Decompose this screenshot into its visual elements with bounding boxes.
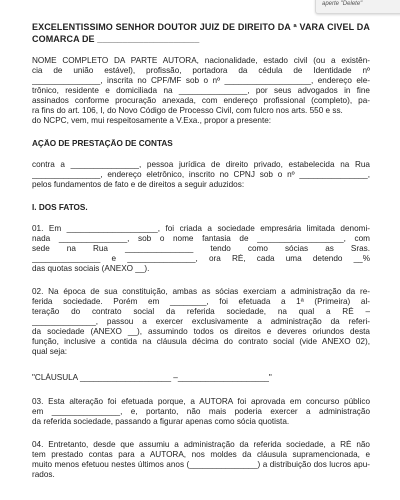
document-line: da sociedade (ANEXO __), assumindo todos os direitos e deveres oriundos desta bbox=[32, 327, 370, 336]
document-line: ferida sociedade. Porém em ________, foi efetuada a 1ª (Primeira) al- bbox=[32, 297, 370, 306]
document-line: AÇÃO DE PRESTAÇÃO DE CONTAS bbox=[32, 139, 173, 148]
document-line: das quotas sociais (ANEXO __). bbox=[32, 264, 150, 273]
document-line: pelos fundamentos de fato e de direitos a seguir aduzidos: bbox=[32, 180, 245, 189]
document-line: tem prestado contas para a AUTORA, nos moldes da cláusula supramencionada, e bbox=[32, 450, 370, 459]
document-line: EXCELENTÍSSIMO SENHOR DOUTOR JUIZ DE DIREITO DA ª VARA CÍVEL DA bbox=[32, 23, 370, 32]
document-line: 03. Esta alteração foi efetuada porque, a AUTORA foi aprovada em concurso público bbox=[32, 397, 370, 406]
document-line: _______________, inscrita no CPF/MF sob o nº ___________________, endereço ele- bbox=[32, 76, 370, 85]
document-line: da referida sociedade, passando a figurar apenas como sócia quotista. bbox=[32, 417, 290, 426]
document-line: sede na Rua _______________ tendo como sócias as Sras. bbox=[32, 244, 370, 253]
document-line: do NCPC, vem, mui respeitosamente a V.Exa., propor a presente: bbox=[32, 116, 272, 125]
document-line: ra fins do art. 106, I, do Novo Código de Processo Civil, com fulcro nos arts. 550 e ss. bbox=[32, 106, 343, 115]
document-line: "CLÁUSULA ____________________ –____________________" bbox=[32, 373, 272, 382]
hint-note-text: aperte "Delete" bbox=[322, 1, 363, 7]
document-line: nada _______________, sob o nome fantasia de ___________________, com bbox=[32, 234, 370, 243]
document-line: 01. Em ____________________, foi criada a sociedade empresária limitada denomi- bbox=[32, 224, 370, 233]
document-line: assinados conforme procuração anexada, com endereço profissional (completo), pa- bbox=[32, 96, 370, 105]
document-line: _______________ e _______________, ora RÉ, cada uma detendo __% bbox=[32, 254, 370, 263]
document-line: _______________, endereço eletrônico, inscrito no CPNJ sob o nº _______________, bbox=[32, 170, 370, 179]
document-line: 04. Entretanto, desde que assumiu a administração da referida sociedade, a RÉ não bbox=[32, 440, 370, 449]
document-line: rados. bbox=[32, 470, 55, 479]
document-line: 02. Na época de sua constituição, ambas as sócias exerciam a administração da re- bbox=[32, 287, 370, 296]
document-line: qual seja: bbox=[32, 347, 68, 356]
document-line: muito menos efetuou nestes últimos anos (_______________) a distribuição dos lucros apu- bbox=[32, 460, 370, 469]
document-line: contra a _______________, pessoa jurídica de direito privado, estabelecida na Rua bbox=[32, 160, 370, 169]
document-line: COMARCA DE ____________________ bbox=[32, 35, 200, 44]
document-line: teração do contrato social da referida sociedade, na qual a RÉ – bbox=[32, 307, 370, 316]
document-line: cia de união estável), profissão, portadora da cédula de Identidade nº bbox=[32, 66, 370, 75]
document-line: NOME COMPLETO DA PARTE AUTORA, nacionalidade, estado civil (ou a existên- bbox=[32, 56, 370, 65]
document-line: função, inclusive a contida na cláusula décima do contrato social (vide ANEXO 02), bbox=[32, 337, 370, 346]
document-line: em _______________, e, portanto, não mais poderia exercer a administração bbox=[32, 407, 370, 416]
document-line: trônico, residente e domiciliada na _______________, por seus advogados in fine bbox=[32, 86, 370, 95]
document-line: ______________, passou a exercer exclusivamente a administração da referi- bbox=[32, 317, 370, 326]
document-line: I. DOS FATOS. bbox=[32, 203, 88, 212]
